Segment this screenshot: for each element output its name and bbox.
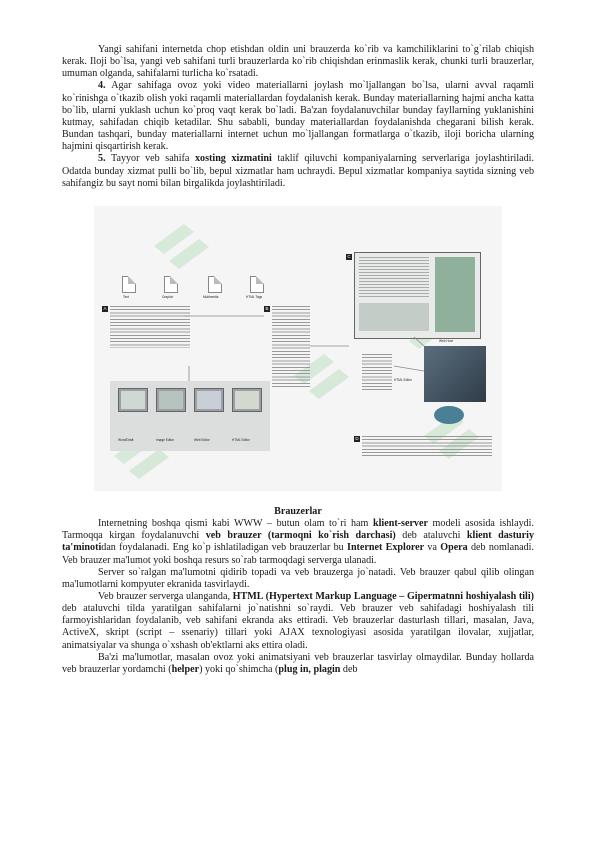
label-word-draft: Word/Draft	[118, 437, 134, 442]
paragraph-intro: Yangi sahifani internetda chop etishdan oldin uni brauzerda ko`rib va kamchiliklarini to`g`rilab chiqish kerak. Iloji bo`lsa, yangi veb sahifani turli brauzerlarda ko`rib chiqishdan erinmaslik kerak, chunki turli brauzerlar, umuman olganda, sahifalarni turlicha ko`rsatadi.	[62, 44, 534, 80]
paragraph-item-5: 5. Tayyor veb sahifa xosting xizmatini taklif qiluvchi kompaniyalarning serverlariga joylashtiriladi. Odatda bunday xizmat pulli bo`lib, bepul xizmatlar ham uchraydi. Bepul xizmatlar kompaniya saytida sizning veb sahifangiz bu sayt nomi bilan birgalikda joylashtiriladi.	[62, 153, 534, 189]
step-a-marker: A	[103, 305, 107, 311]
label-html-editor: HTML Editor	[232, 437, 250, 442]
item-4-number: 4.	[98, 80, 106, 92]
step-b-marker: B	[265, 305, 269, 311]
flow-arrows	[94, 206, 502, 491]
label-web-host: Web Host	[439, 338, 453, 343]
label-image-editor: Image Editor	[156, 437, 175, 442]
step-d-marker: D	[355, 435, 359, 441]
hosting-term: xosting xizmatini	[195, 153, 272, 165]
doc-label-multimedia: Multimedia	[203, 294, 219, 299]
item-5-number: 5.	[98, 153, 106, 165]
doc-label-graphic: Graphic	[162, 294, 174, 299]
paragraph-browsers-1: Internetning boshqa qismi kabi WWW – butun olam to`ri ham klient-server modeli asosida ishlaydi. Tarmoqqa kirgan foydalanuvchi veb brauzer (tarmoqni ko`rish darchasi) deb ataluvchi klient dasturiy ta'minotidan foydalanadi. Eng ko`p ishlatiladigan veb brauzerlar bu Internet Explorer va Opera deb nomlanadi. Veb brauzer ma'lumot yoki boshqa resurs so`rab tarmoqdagi serverga ulanadi.	[62, 518, 535, 566]
paragraph-browsers-3: Veb brauzer serverga ulanganda, HTML (Hypertext Markup Language – Gipermatnni hoshiyalash tili) deb ataluvchi tilda yaratilgan sahifalarni jo`natishni so`raydi. Veb brauzer veb sahifadagi hoshiyalash tili farmoyishlaridan foydalanib, veb sahifani ekranda aks ettiradi. Veb brauzerlar dasturlash tillari, masalan, Java, ActiveX, skript (script – ssenariy) tillari yoki AJAX texnologiyasi asosida yaratilgan ilovalar, xujjatlar, animatsiyalar va shunga o`xshash ob'ektlarni aks ettira oladi.	[62, 590, 534, 651]
document-page	[62, 44, 534, 676]
section-heading: Brauzerlar	[274, 505, 322, 517]
paragraph-browsers-2: Server so`ralgan ma'lumotni qidirib topadi va veb brauzerga jo`natadi. Veb brauzer qabul qilib olingan ma'lumotlarni kompyuter ekranida tasvirlaydi.	[62, 566, 534, 590]
step-c-marker: C	[347, 253, 351, 259]
paragraph-item-4	[62, 80, 534, 153]
paragraph-browsers-4: Ba'zi ma'lumotlar, masalan ovoz yoki animatsiyani veb brauzerlar tasvirlay olmaydilar. Bunday hollarda veb brauzerlar yordamchi (helper) yoki qo`shimcha (plug in, plagin deb	[62, 651, 534, 675]
web-publishing-figure	[94, 206, 502, 491]
item-4-text: Agar sahifaga ovoz yoki video materiallarni joylash mo`ljallangan bo`lsa, ularni avval raqamli ko`rinishga o`tkazib olish yoki raqamli materiallardan foydalanish kerak. Bunday materiallarning hajmi ancha katta bo`lib, ularni yuklash uchun ko`proq vaqt kerak bo`ladi. Ba'zan foydalanuvchilar bunday fayllarning yuklanishini kutmay, sahifadan chiqib ketadilar. Shu sababli, bunday materiallardan foydalanishda chegarani bilish kerak. Bundan tashqari, bunday materiallarni internet uchun mo`ljallangan formatlarga o`tkazib, iloji boricha ularning hajmini qisqartirish kerak.	[62, 80, 534, 153]
label-web-editor: Web Editor	[194, 437, 210, 442]
doc-label-html-tags: HTML Tags	[246, 294, 263, 299]
label-side-html-editor: HTML Editor	[394, 377, 412, 382]
doc-label-text: Text	[123, 294, 129, 299]
